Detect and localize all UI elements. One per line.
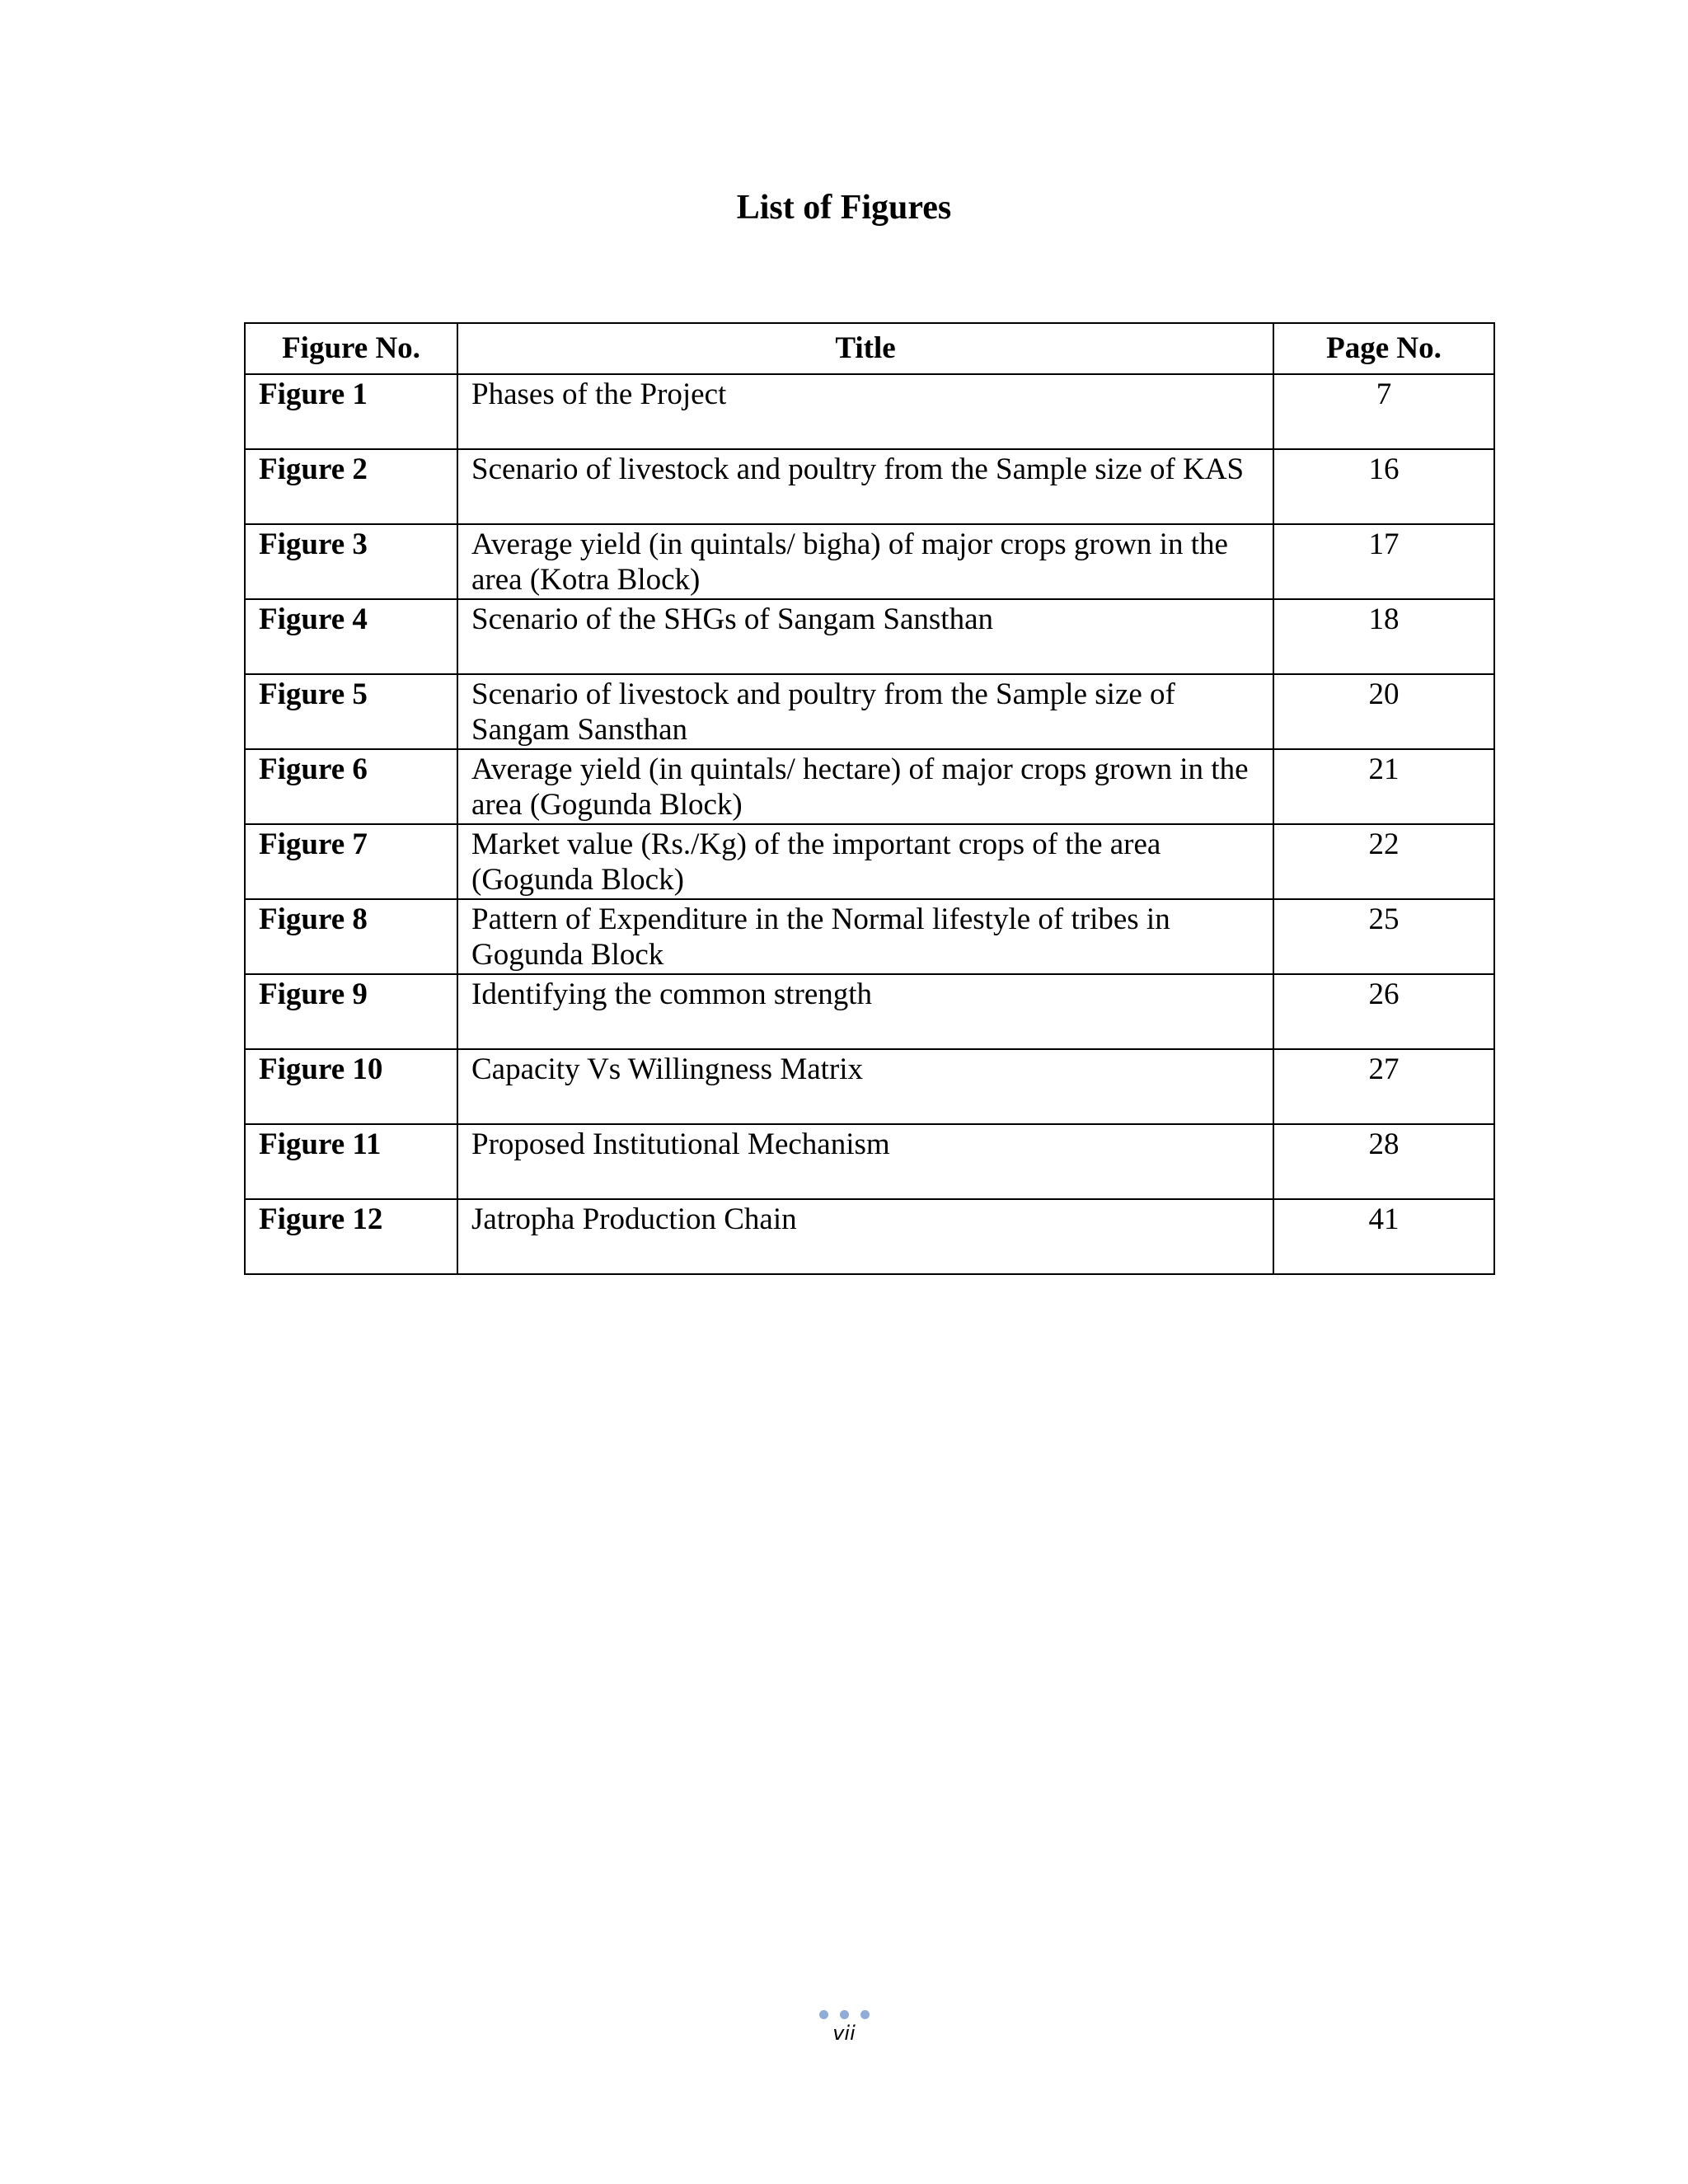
figure-title-cell: Proposed Institutional Mechanism bbox=[457, 1124, 1273, 1199]
page-number-cell: 7 bbox=[1273, 374, 1494, 449]
figure-title-cell: Pattern of Expenditure in the Normal lifestyle of tribes in Gogunda Block bbox=[457, 899, 1273, 974]
table-body bbox=[245, 374, 1494, 1274]
figure-title-cell: Average yield (in quintals/ bigha) of major crops grown in the area (Kotra Block) bbox=[457, 524, 1273, 599]
figure-number-cell: Figure 10 bbox=[245, 1049, 457, 1124]
figure-title-cell: Average yield (in quintals/ hectare) of major crops grown in the area (Gogunda Block) bbox=[457, 749, 1273, 824]
footer-dot bbox=[840, 2010, 849, 2019]
figure-title-cell: Capacity Vs Willingness Matrix bbox=[457, 1049, 1273, 1124]
page-number-cell: 28 bbox=[1273, 1124, 1494, 1199]
header-figure-no: Figure No. bbox=[245, 323, 457, 374]
page-number-cell: 22 bbox=[1273, 824, 1494, 899]
table-header-row bbox=[245, 323, 1494, 374]
table-row bbox=[245, 824, 1494, 899]
page-number-cell: 41 bbox=[1273, 1199, 1494, 1274]
list-of-figures-table bbox=[244, 322, 1495, 1275]
header-page-no: Page No. bbox=[1273, 323, 1494, 374]
page-number-cell: 25 bbox=[1273, 899, 1494, 974]
page-number-cell: 17 bbox=[1273, 524, 1494, 599]
figure-number-cell: Figure 8 bbox=[245, 899, 457, 974]
page-number: vii bbox=[832, 2022, 856, 2045]
figure-title-cell: Scenario of livestock and poultry from the Sample size of KAS bbox=[457, 449, 1273, 524]
figure-number-cell: Figure 1 bbox=[245, 374, 457, 449]
page-number-cell: 18 bbox=[1273, 599, 1494, 674]
footer-dot bbox=[819, 2010, 828, 2019]
figure-title-cell: Scenario of the SHGs of Sangam Sansthan bbox=[457, 599, 1273, 674]
table-row bbox=[245, 1199, 1494, 1274]
page-number-cell: 16 bbox=[1273, 449, 1494, 524]
header-title: Title bbox=[457, 323, 1273, 374]
table-row bbox=[245, 599, 1494, 674]
table-header bbox=[245, 323, 1494, 374]
page-title: List of Figures bbox=[736, 189, 952, 227]
table-row bbox=[245, 674, 1494, 749]
figure-title-cell: Market value (Rs./Kg) of the important crops of the area (Gogunda Block) bbox=[457, 824, 1273, 899]
figure-number-cell: Figure 7 bbox=[245, 824, 457, 899]
table-row bbox=[245, 449, 1494, 524]
figure-number-cell: Figure 4 bbox=[245, 599, 457, 674]
figure-number-cell: Figure 6 bbox=[245, 749, 457, 824]
figure-number-cell: Figure 5 bbox=[245, 674, 457, 749]
table-row bbox=[245, 899, 1494, 974]
footer-ornament bbox=[0, 2008, 1688, 2020]
table-row bbox=[245, 1124, 1494, 1199]
table-row bbox=[245, 1049, 1494, 1124]
figure-number-cell: Figure 2 bbox=[245, 449, 457, 524]
table-row bbox=[245, 374, 1494, 449]
figure-number-cell: Figure 3 bbox=[245, 524, 457, 599]
page-number-cell: 21 bbox=[1273, 749, 1494, 824]
figure-title-cell: Scenario of livestock and poultry from the Sample size of Sangam Sansthan bbox=[457, 674, 1273, 749]
page-number-cell: 26 bbox=[1273, 974, 1494, 1049]
page-number-cell: 27 bbox=[1273, 1049, 1494, 1124]
figure-number-cell: Figure 12 bbox=[245, 1199, 457, 1274]
figure-number-cell: Figure 11 bbox=[245, 1124, 457, 1199]
figure-title-cell: Identifying the common strength bbox=[457, 974, 1273, 1049]
table-row bbox=[245, 749, 1494, 824]
table-row bbox=[245, 524, 1494, 599]
table-row bbox=[245, 974, 1494, 1049]
figure-number-cell: Figure 9 bbox=[245, 974, 457, 1049]
figure-title-cell: Phases of the Project bbox=[457, 374, 1273, 449]
figure-title-cell: Jatropha Production Chain bbox=[457, 1199, 1273, 1274]
footer-dot bbox=[860, 2010, 870, 2019]
page-number-cell: 20 bbox=[1273, 674, 1494, 749]
